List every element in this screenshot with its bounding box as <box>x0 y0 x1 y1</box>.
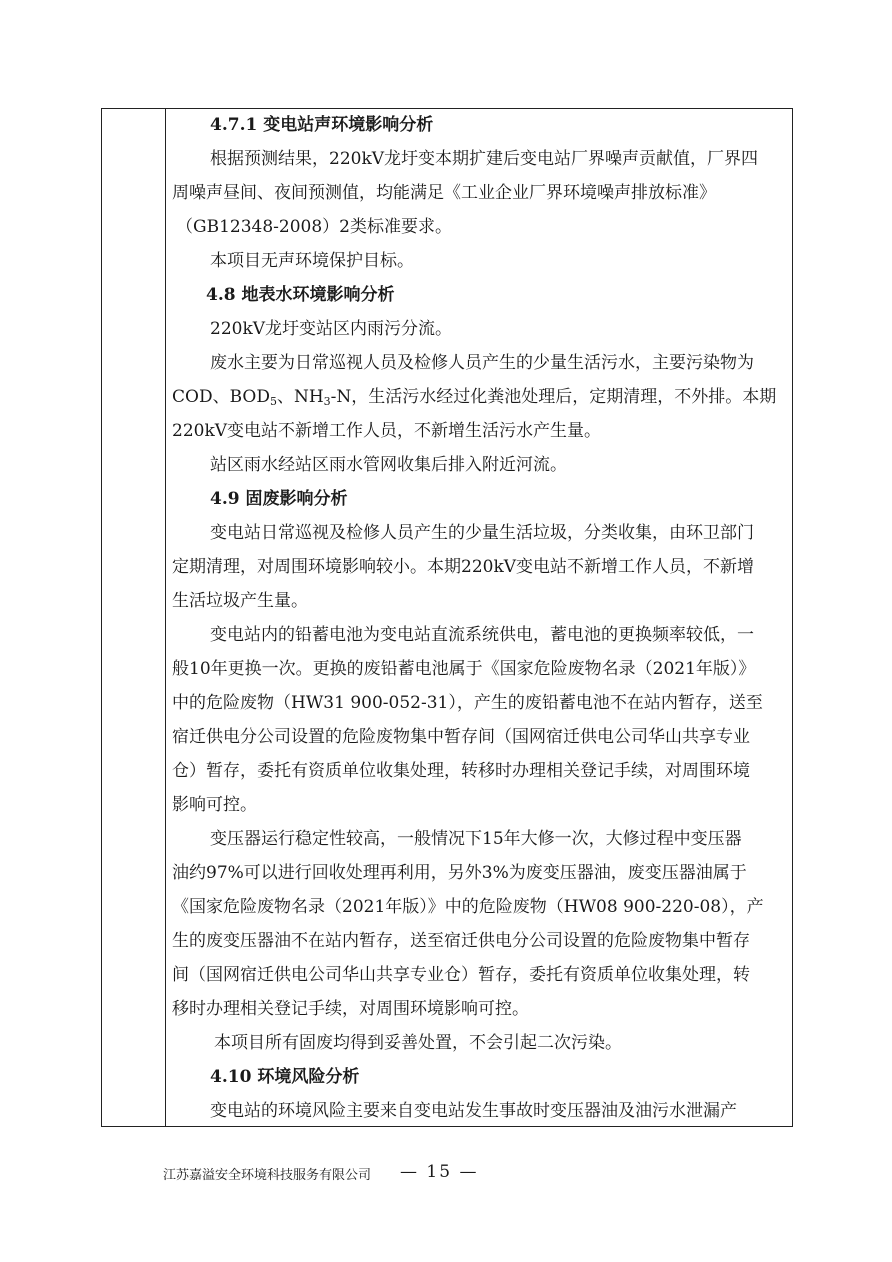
page-footer <box>0 1162 892 1192</box>
paragraph-line: 周噪声昼间、夜间预测值，均能满足《工业企业厂界环境噪声排放标准》 <box>172 183 716 203</box>
paragraph-line: 变电站日常巡视及检修人员产生的少量生活垃圾，分类收集，由环卫部门 <box>210 523 754 543</box>
paragraph-line: 生的废变压器油不在站内暂存，送至宿迁供电分公司设置的危险废物集中暂存 <box>172 931 750 951</box>
paragraph-line: 废水主要为日常巡视人员及检修人员产生的少量生活污水，主要污染物为 <box>210 353 754 373</box>
paragraph-line: 仓）暂存，委托有资质单位收集处理，转移时办理相关登记手续，对周围环境 <box>172 761 750 781</box>
paragraph-line: 定期清理，对周围环境影响较小。本期220kV变电站不新增工作人员，不新增 <box>172 557 755 577</box>
paragraph-line: 本项目无声环境保护目标。 <box>210 251 414 271</box>
paragraph-line: 生活垃圾产生量。 <box>172 591 308 611</box>
paragraph-line: 移时办理相关登记手续，对周围环境影响可控。 <box>172 999 529 1019</box>
text-run: 、NH <box>276 387 324 407</box>
section-4-8-title: 4.8 地表水环境影响分析 <box>206 285 395 305</box>
paragraph-line: 变电站内的铅蓄电池为变电站直流系统供电，蓄电池的更换频率较低，一 <box>210 625 754 645</box>
paragraph-line: 根据预测结果，220kV龙圩变本期扩建后变电站厂界噪声贡献值，厂界四 <box>210 149 759 169</box>
paragraph-line: （GB12348-2008）2类标准要求。 <box>176 217 452 237</box>
paragraph-line: 般10年更换一次。更换的废铅蓄电池属于《国家危险废物名录（2021年版）》 <box>172 659 756 679</box>
paragraph-line: 宿迁供电分公司设置的危险废物集中暂存间（国网宿迁供电公司华山共享专业 <box>172 727 750 747</box>
paragraph-line: 中的危险废物（HW31 900-052-31），产生的废铅蓄电池不在站内暂存，送至 <box>172 693 763 713</box>
section-4-7-1-title: 4.7.1 变电站声环境影响分析 <box>210 115 434 135</box>
paragraph-line: 《国家危险废物名录（2021年版）》中的危险废物（HW08 900-220-08），产 <box>172 897 764 917</box>
paragraph-line: 油约97%可以进行回收处理再利用，另外3%为废变压器油，废变压器油属于 <box>172 863 747 883</box>
page-number: — 15 — <box>400 1162 479 1182</box>
paragraph-line: 影响可控。 <box>172 795 257 815</box>
subscript: 3 <box>323 395 331 408</box>
column-divider <box>165 109 166 1126</box>
text-run: -N，生活污水经过化粪池处理后，定期清理，不外排。本期 <box>330 387 777 407</box>
paragraph-line: 变压器运行稳定性较高，一般情况下15年大修一次，大修过程中变压器 <box>210 829 742 849</box>
paragraph-line-chemical <box>172 380 776 414</box>
paragraph-line: 间（国网宿迁供电公司华山共享专业仓）暂存，委托有资质单位收集处理，转 <box>172 965 750 985</box>
paragraph-line: 220kV龙圩变站区内雨污分流。 <box>210 319 453 339</box>
text-run: COD、BOD <box>172 387 270 407</box>
paragraph-line: 站区雨水经站区雨水管网收集后排入附近河流。 <box>210 455 567 475</box>
section-4-9-title: 4.9 固废影响分析 <box>210 489 348 509</box>
paragraph-line: 本项目所有固废均得到妥善处置，不会引起二次污染。 <box>214 1033 622 1053</box>
paragraph-line: 变电站的环境风险主要来自变电站发生事故时变压器油及油污水泄漏产 <box>210 1101 737 1121</box>
paragraph-line: 220kV变电站不新增工作人员，不新增生活污水产生量。 <box>172 421 602 441</box>
section-4-10-title: 4.10 环境风险分析 <box>210 1067 360 1087</box>
company-name: 江苏嘉溢安全环境科技服务有限公司 <box>163 1168 372 1183</box>
subscript: 5 <box>269 395 277 408</box>
